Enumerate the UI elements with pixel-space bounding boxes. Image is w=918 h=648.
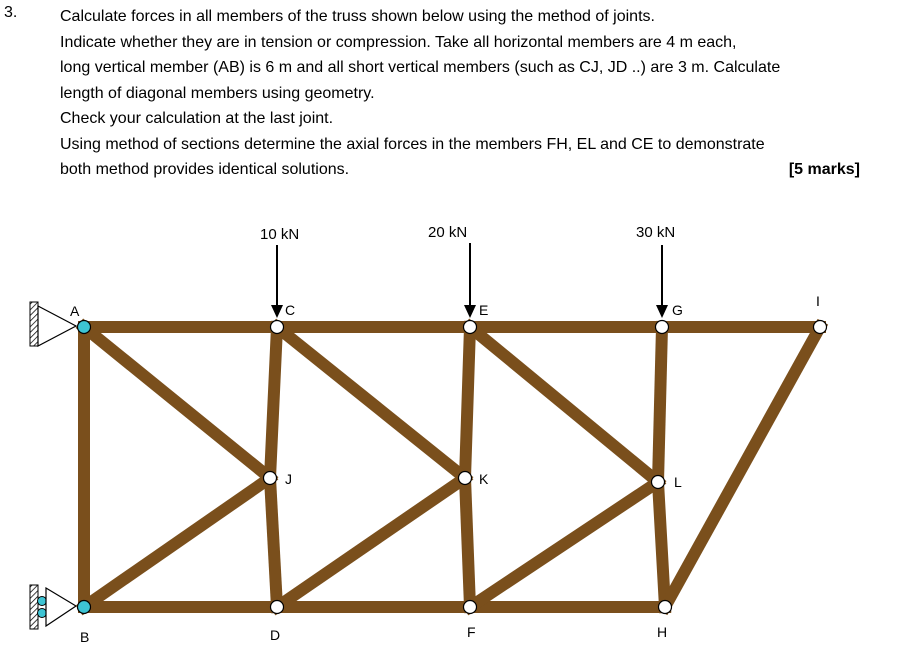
question-line: Indicate whether they are in tension or compression. Take all horizontal members are 4 m each, (60, 33, 737, 51)
joint-label-b: B (80, 629, 90, 645)
marks-label: [5 marks] (788, 161, 860, 178)
joint-k (459, 472, 472, 485)
question-line: length of diagonal members using geometry. (60, 84, 375, 102)
joint-d (271, 601, 284, 614)
joint-label-j: J (285, 471, 292, 487)
member-kd (277, 478, 465, 607)
joint-c (271, 321, 284, 334)
load-label-10kn: 10 kN (260, 226, 300, 243)
joint-label-k: K (479, 471, 489, 487)
question-line: Check your calculation at the last joint. (60, 110, 334, 127)
joint-j (264, 472, 277, 485)
member-el (470, 327, 658, 482)
joint-label-d: D (270, 627, 281, 643)
joint-b (78, 601, 91, 614)
member-lf (470, 482, 658, 607)
joint-l (652, 476, 665, 489)
member-kf (465, 478, 470, 607)
member-jd (270, 478, 277, 607)
joint-a (78, 321, 91, 334)
member-gl (658, 327, 662, 482)
member-lh (658, 482, 665, 607)
joint-label-c: C (285, 302, 296, 318)
truss-members (84, 327, 820, 607)
joint-g (656, 321, 669, 334)
joint-label-g: G (672, 302, 683, 318)
roller-circle (38, 609, 47, 618)
joint-i (814, 321, 827, 334)
joint-e (464, 321, 477, 334)
question-line: Calculate forces in all members of the truss shown below using the method of joints. (60, 8, 655, 25)
joint-label-e: E (479, 302, 489, 318)
member-aj (84, 327, 270, 478)
joint-label-h: H (657, 624, 668, 640)
member-ck (277, 327, 465, 478)
load-label-20kn: 20 kN (428, 224, 468, 241)
member-cj (270, 327, 277, 478)
joint-f (464, 601, 477, 614)
roller-circle (38, 597, 47, 606)
load-arrow-c (271, 245, 283, 318)
question-number: 3. (4, 4, 18, 21)
question-line: long vertical member (AB) is 6 m and all short vertical members (such as CJ, JD ..) are 3 m. Calculate (60, 59, 781, 76)
load-arrow-g (656, 245, 668, 318)
member-ek (465, 327, 470, 478)
member-jb (84, 478, 270, 607)
load-arrow-e (464, 243, 476, 318)
joint-label-f: F (467, 624, 476, 640)
question-line: Using method of sections determine the axial forces in the members FH, EL and CE to demonstrate (60, 135, 765, 153)
load-label-30kn: 30 kN (636, 224, 676, 241)
question-line: both method provides identical solutions. (60, 161, 350, 178)
joint-h (659, 601, 672, 614)
joint-label-l: L (674, 474, 682, 490)
roller-support-b (30, 585, 76, 629)
joint-label-a: A (70, 303, 80, 319)
member-hi (665, 327, 820, 607)
joint-label-i: I (816, 293, 820, 309)
